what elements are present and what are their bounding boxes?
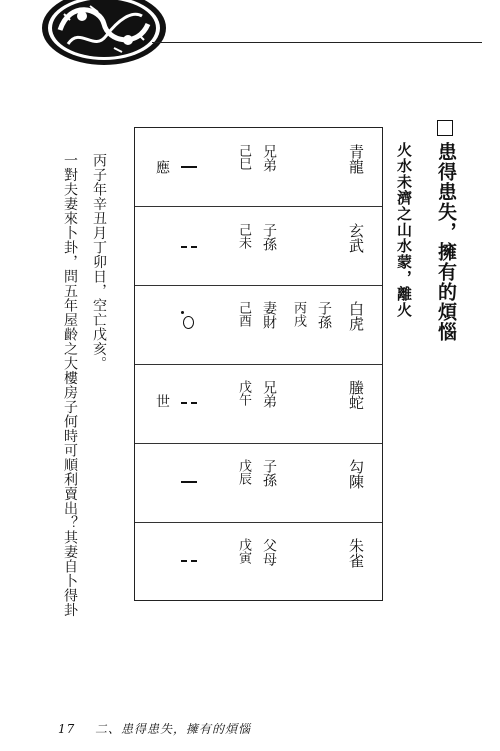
body-line: 一對夫妻來卜卦，問五年屋齡之大樓房子何時可順利賣出？其妻自卜得卦	[62, 153, 78, 617]
earthly-branch: 己未	[236, 223, 251, 249]
six-relation: 兄弟	[261, 380, 277, 408]
yao-line-broken	[181, 246, 197, 248]
six-spirit: 白虎	[347, 301, 365, 331]
earthly-branch: 戊寅	[236, 538, 251, 564]
yao-line-broken	[181, 402, 197, 404]
yao-line-solid	[181, 166, 197, 168]
section-title: 二、患得患失，擁有的煩惱	[94, 722, 251, 736]
earthly-branch: 己巳	[236, 144, 251, 170]
six-spirit: 玄武	[347, 223, 365, 253]
earthly-branch: 戊午	[236, 380, 251, 406]
six-spirit: 螣蛇	[347, 380, 365, 410]
subtitle: 火水未濟之山水蒙，離火	[395, 142, 413, 318]
earthly-branch: 戊辰	[236, 459, 251, 485]
six-spirit: 朱雀	[347, 538, 365, 568]
earthly-branch: 己酉	[236, 301, 251, 327]
row-divider	[135, 206, 382, 207]
moving-line-dot-icon	[181, 311, 184, 314]
yao-line-broken	[181, 560, 197, 562]
hidden-relation: 子孫	[316, 301, 332, 329]
page-number: 17	[58, 722, 76, 736]
shi-mark: 世	[154, 394, 170, 408]
six-spirit: 勾陳	[347, 459, 365, 489]
six-relation: 子孫	[261, 223, 277, 251]
six-spirit: 青龍	[347, 144, 365, 174]
six-relation: 兄弟	[261, 144, 277, 172]
six-relation: 子孫	[261, 459, 277, 487]
row-divider	[135, 522, 382, 523]
hexagram-table	[134, 127, 383, 601]
yao-line-solid	[181, 481, 197, 483]
page-footer	[58, 720, 251, 737]
row-divider	[135, 364, 382, 365]
dragon-medallion-icon	[40, 0, 168, 66]
row-divider	[135, 443, 382, 444]
moving-line-circle-icon	[183, 316, 194, 329]
body-line: 丙子年辛丑月丁卯日，空亡戊亥。	[91, 153, 107, 371]
title-box-icon	[437, 120, 453, 136]
header-rule	[152, 42, 482, 43]
page-title: 患得患失，擁有的煩惱	[435, 142, 457, 342]
six-relation: 父母	[261, 538, 277, 566]
row-divider	[135, 285, 382, 286]
ying-mark: 應	[154, 160, 170, 174]
hidden-branch: 丙戌	[291, 301, 306, 327]
six-relation: 妻財	[261, 301, 277, 329]
